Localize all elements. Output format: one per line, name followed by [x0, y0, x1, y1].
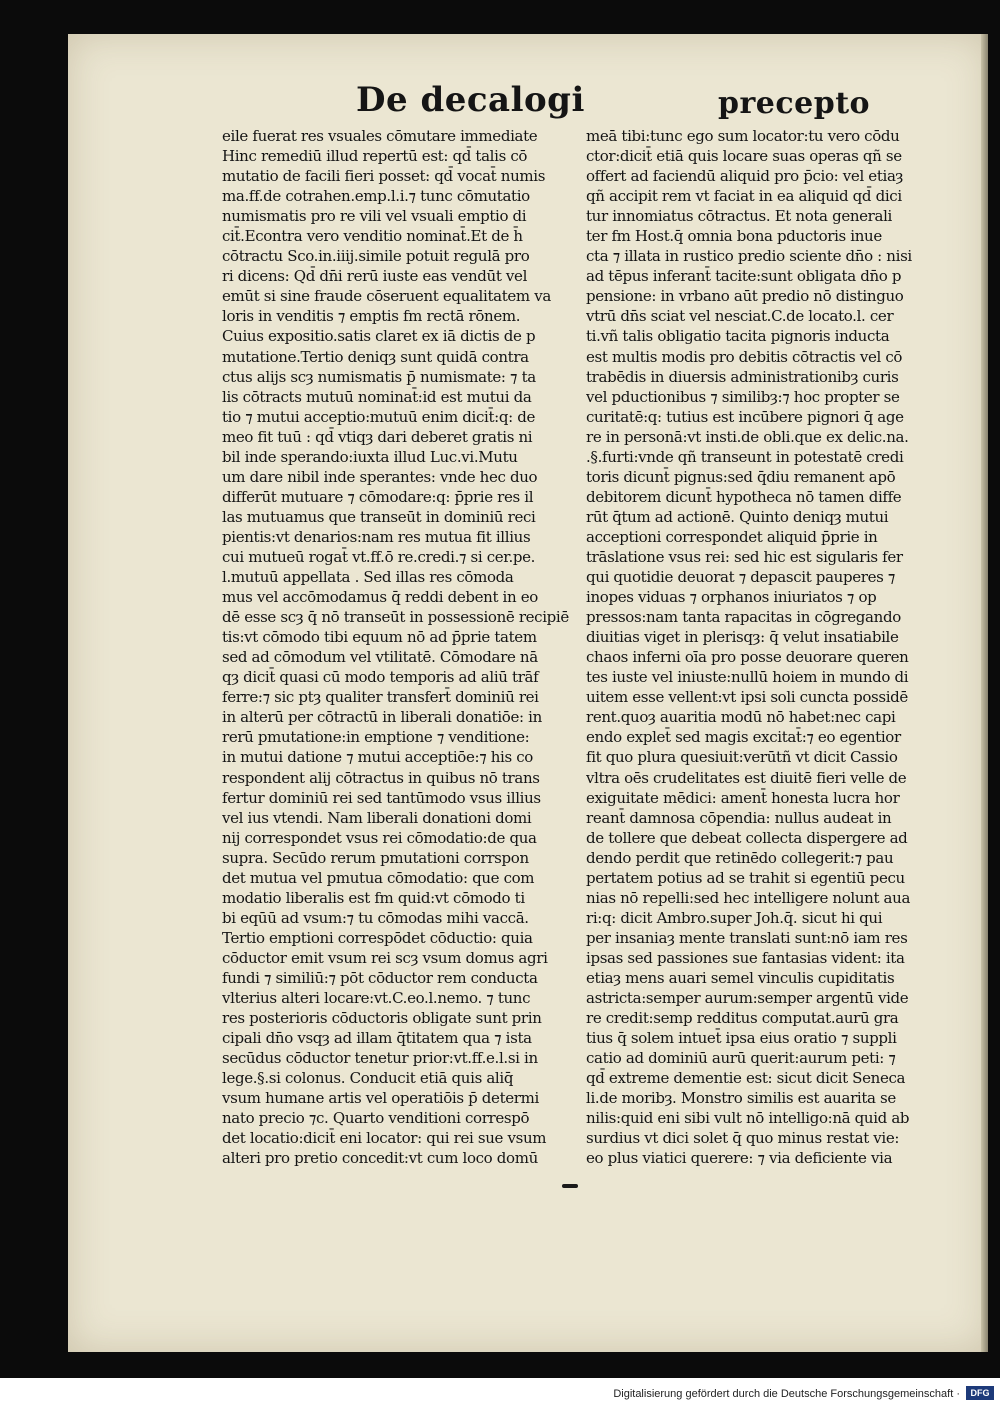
text-line: det mutua vel pmutua cōmodatio: que com — [222, 868, 535, 887]
page-mark — [562, 1184, 578, 1188]
running-head-left: De decalogi — [356, 80, 585, 120]
text-line: rerū pmutatione:in emptione ⁊ venditione: — [222, 728, 530, 747]
text-line: surdius vt dici solet q̄ quo minus restat vie: — [586, 1129, 900, 1148]
text-line: etiaȝ mens auari semel vinculis cupiditatis — [586, 968, 895, 987]
text-line: nato precio ⁊c. Quarto venditioni correspō — [222, 1109, 530, 1128]
running-head-right: precepto — [718, 86, 871, 121]
text-line: det locatio:dicit̄ eni locator: qui rei sue vsum — [222, 1129, 547, 1148]
text-line: meo fit tuū : qd̄ vtiqȝ dari deberet gratis ni — [222, 427, 533, 446]
text-line: qui quotidie deuorat ⁊ depascit pauperes ⁊ — [586, 568, 895, 587]
text-line: catio ad dominiū aurū querit:aurum peti: ⁊ — [586, 1049, 896, 1068]
text-line: res posterioris cōductoris obligate sunt prin — [222, 1009, 542, 1028]
text-line: exiguitate mēdici: ament̄ honesta lucra hor — [586, 788, 900, 807]
text-line: uitem esse vellent:vt ipsi soli cuncta possidē — [586, 688, 908, 707]
text-line: mutatione.Tertio deniqȝ sunt quidā contra — [222, 347, 529, 366]
text-line: tes iuste vel iniuste:nullū hoiem in mundo di — [586, 668, 909, 687]
text-line: curitatē:q: tutius est incūbere pignori q̄ age — [586, 407, 904, 426]
text-line: ipsas sed passiones sue fantasias vident: ita — [586, 948, 905, 967]
text-line: trabēdis in diuersis administrationibȝ curis — [586, 367, 899, 386]
text-line: vel pductionibus ⁊ similibȝ:⁊ hoc propter se — [586, 387, 900, 406]
text-line: ri:q: dicit Ambro.super Joh.q̄. sicut hi qui — [586, 908, 883, 927]
text-line: ter fm Host.q̄ omnia bona pductoris inue — [586, 227, 882, 246]
text-line: lege.§.si colonus. Conducit etiā quis aliq̄ — [222, 1069, 514, 1088]
text-line: cta ⁊ illata in rustico predio sciente dn̄o : nisi — [586, 247, 912, 266]
text-line: de tollere que debeat collecta dispergere ad — [586, 828, 908, 847]
text-line: nilis:quid eni sibi vult nō intelligo:nā quid ab — [586, 1109, 910, 1128]
text-line: sed ad cōmodum vel vtilitatē. Cōmodare nā — [222, 648, 538, 667]
text-line: ferre:⁊ sic ptȝ qualiter transfert̄ dominiū rei — [222, 688, 539, 707]
text-line: vlterius alteri locare:vt.C.eo.l.nemo. ⁊ tunc — [222, 989, 531, 1008]
text-line: re credit:semp redditus computat.aurū gra — [586, 1009, 899, 1028]
text-line: fundi ⁊ similiū:⁊ pōt cōductor rem conducta — [222, 968, 538, 987]
text-line: ctor:dicit̄ etiā quis locare suas operas qñ se — [586, 147, 902, 166]
text-line: rent.quoȝ auaritia modū nō habet:nec capi — [586, 708, 896, 727]
text-line: mus vel accōmodamus q̄ reddi debent in eo — [222, 588, 538, 607]
funding-note: Digitalisierung gefördert durch die Deutsche Forschungsgemeinschaft · — [613, 1388, 960, 1400]
text-line: in mutui datione ⁊ mutui acceptiōe:⁊ his co — [222, 748, 533, 767]
text-line: qñ accipit rem vt faciat in ea aliquid qd̄ dici — [586, 187, 902, 206]
text-line: pressos:nam tanta rapacitas in cōgregando — [586, 608, 901, 627]
text-line: endo explet̄ sed magis excitat̄:⁊ eo egentior — [586, 728, 901, 747]
footer-bar — [0, 1378, 1000, 1407]
text-line: loris in venditis ⁊ emptis fm rectā rōnem. — [222, 307, 521, 326]
text-line: pensione: in vrbano aūt predio nō distinguo — [586, 287, 904, 306]
text-line: numismatis pro re vili vel vsuali emptio di — [222, 207, 527, 226]
text-line: cui mutueū rogat̄ vt.ff.ō re.credi.⁊ si cer.pe. — [222, 547, 536, 566]
text-line: ad tēpus inferant̄ tacite:sunt obligata dn̄o p — [586, 267, 902, 286]
text-line: vsum humane artis vel operatiōis p̄ determi — [222, 1089, 539, 1108]
text-line: cōductor emit vsum rei scȝ vsum domus agri — [222, 948, 548, 967]
text-line: cipali dn̄o vsqȝ ad illam q̄titatem qua ⁊ ista — [222, 1029, 532, 1048]
text-line: trāslatione vsus rei: sed hic est sigularis fer — [586, 547, 903, 566]
text-line: ctus alijs scȝ numismatis p̄ numismate: ⁊ ta — [222, 367, 536, 386]
text-line: l.mutuū appellata . Sed illas res cōmoda — [222, 568, 514, 587]
text-line: um dare nibil inde sperantes: vnde hec duo — [222, 467, 538, 486]
text-line: emūt si sine fraude cōseruent equalitatem va — [222, 287, 551, 306]
text-line: vltra oēs crudelitates est diuitē fieri velle de — [586, 768, 907, 787]
text-line: dendo perdit que retinēdo collegerit:⁊ pau — [586, 848, 894, 867]
text-line: tius q̄ solem intuet̄ ipsa eius oratio ⁊ suppli — [586, 1029, 897, 1048]
text-line: cit̄.Econtra vero venditio nominat̄.Et de h̄ — [222, 227, 523, 246]
text-line: acceptioni correspondet aliquid p̄prie in — [586, 527, 878, 546]
text-line: Tertio emptioni correspōdet cōductio: quia — [222, 928, 533, 947]
text-line: meā tibi:tunc ego sum locator:tu vero cōdu — [586, 127, 900, 145]
text-line: ri dicens: Qd̄ dn̄i rerū iuste eas vendūt vel — [222, 267, 528, 286]
text-line: tio ⁊ mutui acceptio:mutuū enim dicit̄:q: de — [222, 407, 535, 426]
text-line: li.de moribȝ. Monstro similis est auarita se — [586, 1089, 896, 1108]
text-line: supra. Secūdo rerum pmutationi corrspon — [222, 848, 529, 867]
text-line: in alterū per cōtractū in liberali donatiōe: in — [222, 708, 542, 727]
text-line: pientis:vt denarios:nam res mutua fit illius — [222, 527, 531, 546]
text-line: modatio liberalis est fm quid:vt cōmodo ti — [222, 888, 525, 907]
text-line: las mutuamus que transeūt in dominiū reci — [222, 507, 536, 526]
text-line: reant̄ damnosa cōpendia: nullus audeat in — [586, 808, 892, 827]
text-line: fit quo plura quesiuit:verūtñ vt dicit Cassio — [586, 748, 898, 767]
text-line: ma.ff.de cotrahen.emp.l.i.⁊ tunc cōmutatio — [222, 187, 530, 206]
text-line: Cuius expositio.satis claret ex iā dictis de p — [222, 327, 536, 346]
text-line: offert ad faciendū aliquid pro p̄cio: vel etiaȝ — [586, 167, 904, 186]
text-line: secūdus cōductor tenetur prior:vt.ff.e.l.si in — [222, 1049, 538, 1068]
text-line: diuitias viget in plerisqȝ: q̄ velut insatiabile — [586, 628, 899, 647]
text-line: eo plus viatici querere: ⁊ via deficiente via — [586, 1149, 893, 1168]
text-line: bil inde sperando:iuxta illud Luc.vi.Mutu — [222, 447, 518, 466]
text-line: chaos inferni oīa pro posse deuorare queren — [586, 648, 909, 667]
text-line: vtrū dn̄s sciat vel nesciat.C.de locato.l. cer — [586, 307, 894, 326]
text-line: astricta:semper aurum:semper argentū vide — [586, 989, 909, 1008]
text-line: re in personā:vt insti.de obli.que ex delic.na. — [586, 427, 909, 446]
text-line: ti.vñ talis obligatio tacita pignoris inducta — [586, 327, 890, 346]
text-line: mutatio de facili fieri posset: qd̄ vocat̄ numis — [222, 167, 546, 186]
dfg-logo: DFG — [966, 1386, 994, 1400]
text-line: qȝ dicit̄ quasi cū modo temporis ad aliū trāf — [222, 668, 539, 687]
text-line: debitorem dicunt̄ hypotheca nō tamen diffe — [586, 487, 902, 506]
text-line: inopes viduas ⁊ orphanos iniuriatos ⁊ op — [586, 588, 877, 607]
text-line: rūt q̄tum ad actionē. Quinto deniqȝ mutui — [586, 507, 889, 526]
text-line: tur innomiatus cōtractus. Et nota generali — [586, 207, 892, 226]
text-line: nias nō repelli:sed hec intelligere nolunt aua — [586, 888, 911, 907]
text-line: tis:vt cōmodo tibi equum nō ad p̄prie tatem — [222, 628, 537, 647]
text-line: .§.furti:vnde qñ transeunt in potestatē credi — [586, 447, 904, 466]
text-line: fertur dominiū rei sed tantūmodo vsus illius — [222, 788, 541, 807]
text-line: alteri pro pretio concedit:vt cum loco domū — [222, 1149, 538, 1168]
left-text-column — [222, 126, 590, 1168]
text-line: Hinc remediū illud repertū est: qd̄ talis cō — [222, 147, 528, 166]
text-line: per insaniaȝ mente translati sunt:nō iam res — [586, 928, 908, 947]
text-line: eile fuerat res vsuales cōmutare immediate — [222, 127, 538, 145]
text-line: nij correspondet vsus rei cōmodatio:de qua — [222, 828, 537, 847]
page-edge — [981, 34, 988, 1352]
text-line: vel ius vtendi. Nam liberali donationi domi — [222, 808, 532, 827]
text-line: qd̄ extreme dementie est: sicut dicit Seneca — [586, 1069, 906, 1088]
text-line: differūt mutuare ⁊ cōmodare:q: p̄prie res il — [222, 487, 534, 506]
text-line: respondent alij cōtractus in quibus nō trans — [222, 768, 540, 787]
text-line: dē esse scȝ q̄ nō transeūt in possessionē recipiē — [222, 608, 569, 627]
text-line: pertatem potius ad se trahit si egentiū pecu — [586, 868, 905, 887]
text-line: toris dicunt̄ pignus:sed q̄diu remanent apō — [586, 467, 896, 486]
text-line: cōtractu Sco.in.iiij.simile potuit regulā pro — [222, 247, 530, 266]
right-text-column — [586, 126, 954, 1168]
text-line: lis cōtracts mutuū nominat̄:id est mutui da — [222, 387, 532, 406]
text-line: est multis modis pro debitis cōtractis vel cō — [586, 347, 903, 366]
text-line: bi eqūū ad vsum:⁊ tu cōmodas mihi vaccā. — [222, 908, 529, 927]
